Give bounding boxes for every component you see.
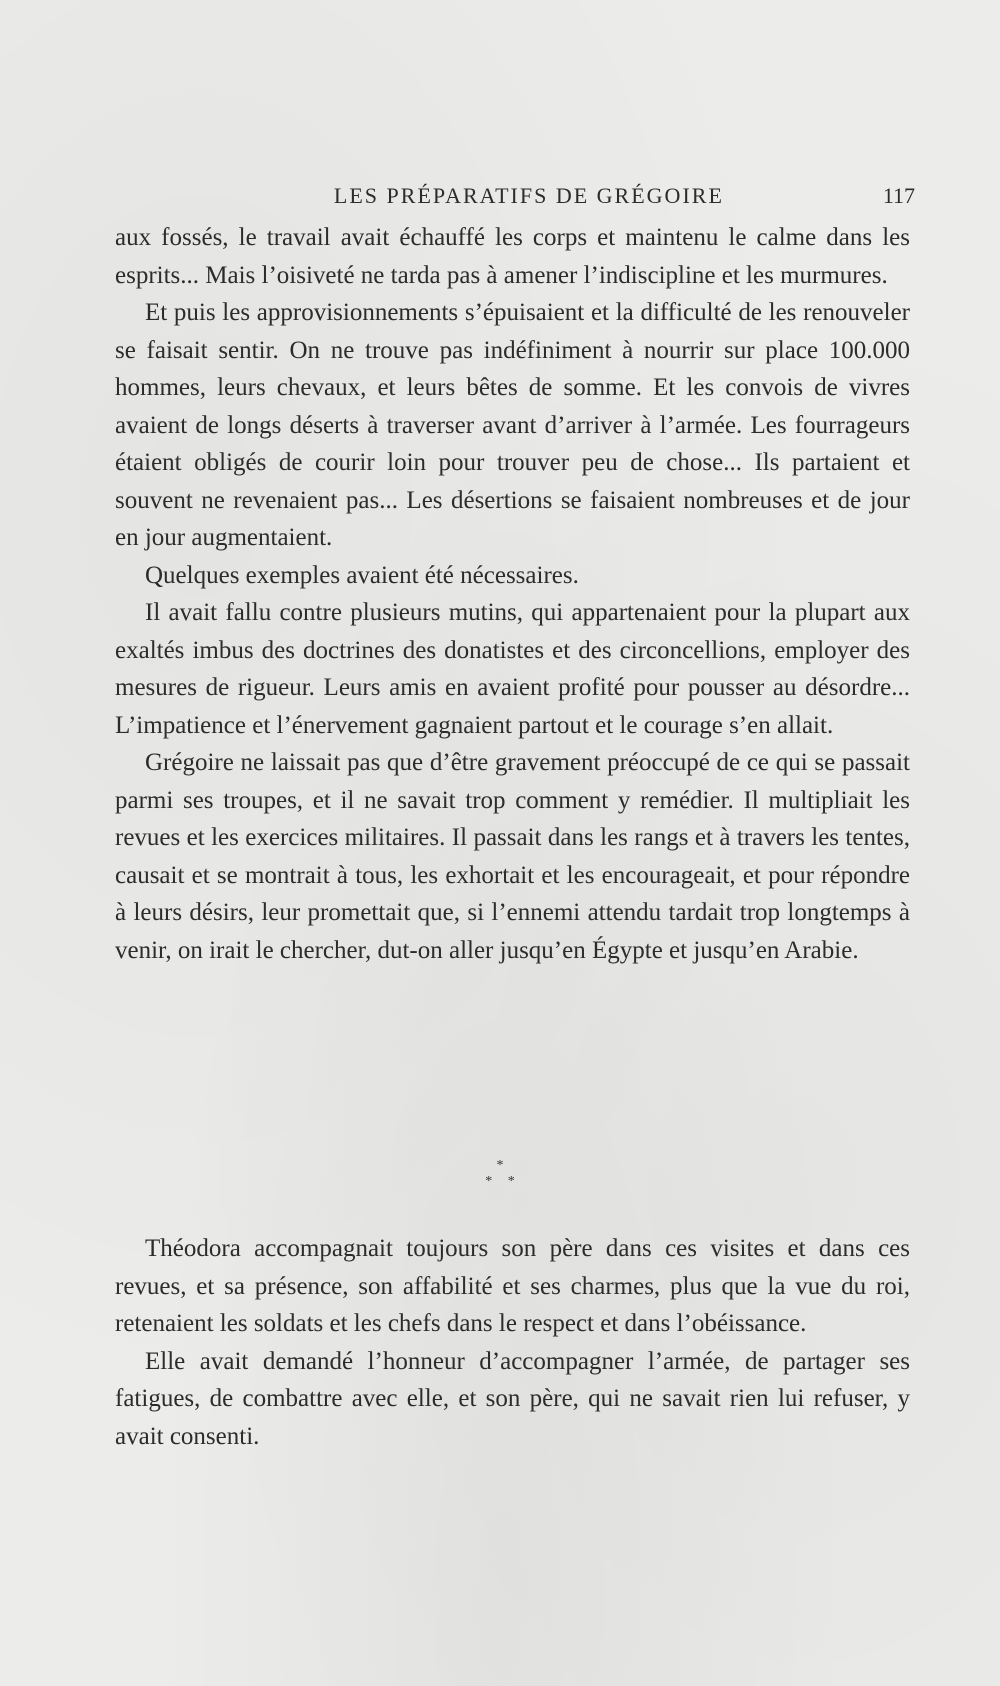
running-header <box>115 183 915 209</box>
paragraph: aux fossés, le travail avait échauffé les corps et maintenu le calme dans les esprits... Mais l’oisiveté ne tarda pas à amener l’indiscipline et les murmures. <box>115 224 910 289</box>
running-title: LES PRÉPARATIFS DE GRÉGOIRE <box>333 183 724 208</box>
asterism-star: * <box>485 1174 493 1189</box>
text-block-1 <box>115 219 910 969</box>
paragraph: Théodora accompagnait toujours son père dans ces visites et dans ces revues, et sa présence, son affabilité et ses charmes, plus que la vue du roi, retenaient les soldats et les chefs dans le respect et dans l’obéissance. <box>115 1235 910 1337</box>
paragraph: Grégoire ne laissait pas que d’être gravement préoccupé de ce qui se passait parmi ses troupes, et il ne savait trop comment y remédier. Il multipliait les revues et les exercices militaires. Il passait dans les rangs et à travers les tentes, causait et se montrait à tous, les exhortait et les encourageait, et pour répondre à leurs désirs, leur promettait que, si l’ennemi attendu tardait trop longtemps à venir, on irait le chercher, dut-on aller jusqu’en Égypte et jusqu’en Arabie. <box>115 749 910 964</box>
text-block-2 <box>115 1230 910 1455</box>
asterism-star: * <box>507 1174 515 1189</box>
paragraph: Elle avait demandé l’honneur d’accompagner l’armée, de partager ses fatigues, de combattre avec elle, et son père, qui ne savait rien lui refuser, y avait consenti. <box>115 1347 910 1450</box>
asterism-star: * <box>496 1158 504 1173</box>
page-number: 117 <box>882 183 915 208</box>
paragraph: Et puis les approvisionnements s’épuisaient et la difficulté de les renouveler se faisait sentir. On ne trouve pas indéfiniment à nourrir sur place 100.000 hommes, leurs chevaux, et leurs bêtes de somme. Et les convois de vivres avaient de longs déserts à traverser avant d’arriver à l’armée. Les fourrageurs étaient obligés de courir loin pour trouver peu de chose... Ils partaient et souvent ne revenaient pas... Les désertions se faisaient nombreuses et de jour en jour augmentaient. <box>115 299 910 551</box>
paragraph: Quelques exemples avaient été nécessaires. <box>145 561 579 589</box>
asterism-separator <box>0 1158 1000 1190</box>
paragraph: Il avait fallu contre plusieurs mutins, qui appartenaient pour la plupart aux exaltés imbus des doctrines des donatistes et des circoncellions, employer des mesures de rigueur. Leurs amis en avaient profité pour pousser au désordre... L’impatience et l’énervement gagnaient partout et le courage s’en allait. <box>115 599 910 739</box>
